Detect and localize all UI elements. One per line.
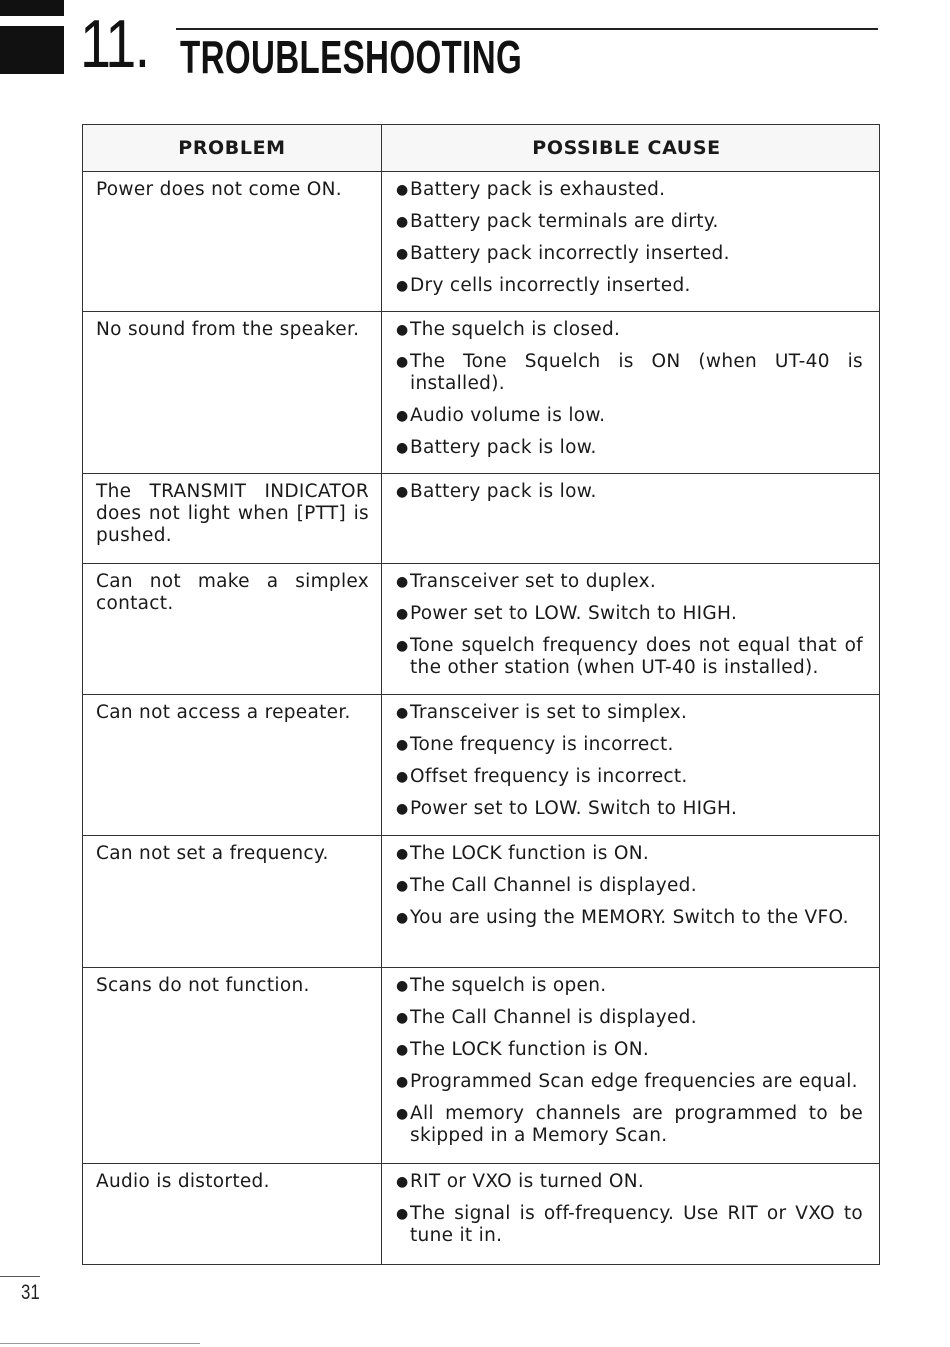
cause-text: The Call Channel is displayed. (410, 875, 697, 896)
cause-cell (382, 968, 879, 1163)
cause-item (396, 1007, 863, 1029)
cause-item (396, 275, 863, 297)
cause-text: The squelch is closed. (410, 319, 621, 340)
table-row (83, 694, 879, 835)
problem-text: Can not access a repeater. (96, 702, 351, 723)
table-row (83, 563, 879, 694)
bullet-icon: ● (396, 910, 409, 926)
cause-item (396, 734, 863, 756)
table-row (83, 171, 879, 311)
cause-item (396, 211, 863, 233)
bullet-icon: ● (396, 574, 409, 590)
problem-cell (83, 564, 382, 694)
problem-text: Scans do not function. (96, 975, 310, 996)
cause-cell (382, 564, 879, 694)
cause-text: Battery pack is low. (410, 481, 597, 502)
cause-item (396, 179, 863, 201)
cause-item (396, 351, 863, 395)
cause-text: The LOCK function is ON. (410, 1039, 650, 1060)
bullet-icon: ● (396, 354, 409, 370)
cause-item (396, 843, 863, 865)
bullet-icon: ● (396, 484, 409, 500)
bullet-icon: ● (396, 846, 409, 862)
table-header-row (83, 125, 879, 171)
problem-text: Audio is distorted. (96, 1171, 270, 1192)
cause-text: The LOCK function is ON. (410, 843, 650, 864)
problem-cell (83, 474, 382, 563)
cause-text: Battery pack incorrectly inserted. (410, 243, 730, 264)
bullet-icon: ● (396, 638, 409, 654)
bullet-icon: ● (396, 705, 409, 721)
page-number: 31 (21, 1281, 40, 1304)
cause-cell (382, 1164, 879, 1264)
cause-text: Transceiver is set to simplex. (410, 702, 688, 723)
problem-text: Can not make a simplex contact. (96, 571, 369, 614)
problem-text: The TRANSMIT INDICATOR does not light when [PTT] is pushed. (96, 481, 369, 546)
cause-text: The Call Channel is displayed. (410, 1007, 697, 1028)
cause-item (396, 319, 863, 341)
cause-item (396, 571, 863, 593)
problem-cell (83, 172, 382, 311)
table-row (83, 967, 879, 1163)
cause-text: All memory channels are programmed to be skipped in a Memory Scan. (410, 1103, 863, 1146)
cause-text: Tone frequency is incorrect. (410, 734, 674, 755)
cause-item (396, 243, 863, 265)
bullet-icon: ● (396, 1106, 409, 1122)
cause-item (396, 1171, 863, 1193)
cause-text: The Tone Squelch is ON (when UT-40 is installed). (410, 351, 863, 394)
bullet-icon: ● (396, 1042, 409, 1058)
problem-cell (83, 1164, 382, 1264)
table-row (83, 835, 879, 967)
cause-text: Tone squelch frequency does not equal that of the other station (when UT-40 is installed). (410, 635, 863, 678)
cause-text: The signal is off-frequency. Use RIT or VXO to tune it in. (410, 1203, 863, 1246)
bullet-icon: ● (396, 278, 409, 294)
title-rule (176, 28, 878, 30)
cause-item (396, 1071, 863, 1093)
section-number: 11. (80, 6, 149, 82)
cause-item (396, 875, 863, 897)
cause-item (396, 1039, 863, 1061)
bullet-icon: ● (396, 769, 409, 785)
bullet-icon: ● (396, 1010, 409, 1026)
problem-text: Power does not come ON. (96, 179, 342, 200)
bullet-icon: ● (396, 1206, 409, 1222)
cause-text: Battery pack is exhausted. (410, 179, 666, 200)
bullet-icon: ● (396, 606, 409, 622)
cause-text: Power set to LOW. Switch to HIGH. (410, 603, 738, 624)
cause-item (396, 635, 863, 679)
bullet-icon: ● (396, 322, 409, 338)
problem-cell (83, 695, 382, 835)
cause-item (396, 798, 863, 820)
cause-item (396, 702, 863, 724)
cause-item (396, 481, 863, 503)
cause-cell (382, 312, 879, 473)
cause-item (396, 1203, 863, 1247)
cause-cell (382, 695, 879, 835)
table-row (83, 311, 879, 473)
cause-item (396, 603, 863, 625)
problem-text: Can not set a frequency. (96, 843, 329, 864)
cause-cell (382, 474, 879, 563)
table-row (83, 1163, 879, 1264)
cause-item (396, 1103, 863, 1147)
cause-item (396, 907, 863, 929)
table-row (83, 473, 879, 563)
bullet-icon: ● (396, 978, 409, 994)
section-title: TROUBLESHOOTING (180, 31, 523, 83)
cause-text: Power set to LOW. Switch to HIGH. (410, 798, 738, 819)
problem-cell (83, 312, 382, 473)
problem-text: No sound from the speaker. (96, 319, 360, 340)
cause-column-header: POSSIBLE CAUSE (532, 137, 721, 159)
page-number-rule (0, 1276, 40, 1277)
bullet-icon: ● (396, 440, 409, 456)
cause-item (396, 437, 863, 459)
cause-text: Transceiver set to duplex. (410, 571, 657, 592)
cause-text: The squelch is open. (410, 975, 607, 996)
table-body (83, 171, 879, 1264)
troubleshooting-table (82, 124, 880, 1265)
bullet-icon: ● (396, 182, 409, 198)
chapter-tab-mark-top (0, 0, 64, 16)
cause-text: Programmed Scan edge frequencies are equal. (410, 1071, 858, 1092)
cause-text: Offset frequency is incorrect. (410, 766, 688, 787)
problem-column-header: PROBLEM (83, 125, 382, 171)
bullet-icon: ● (396, 214, 409, 230)
cause-text: Audio volume is low. (410, 405, 606, 426)
bullet-icon: ● (396, 1174, 409, 1190)
cause-text: You are using the MEMORY. Switch to the VFO. (410, 907, 849, 928)
chapter-tab-mark (0, 26, 64, 74)
bullet-icon: ● (396, 878, 409, 894)
bullet-icon: ● (396, 1074, 409, 1090)
bullet-icon: ● (396, 737, 409, 753)
cause-text: Battery pack terminals are dirty. (410, 211, 719, 232)
problem-cell (83, 968, 382, 1163)
cause-text: Battery pack is low. (410, 437, 597, 458)
cause-item (396, 766, 863, 788)
bullet-icon: ● (396, 801, 409, 817)
cause-text: RIT or VXO is turned ON. (410, 1171, 645, 1192)
bullet-icon: ● (396, 246, 409, 262)
cause-cell (382, 836, 879, 967)
cause-text: Dry cells incorrectly inserted. (410, 275, 691, 296)
problem-cell (83, 836, 382, 967)
cause-item (396, 405, 863, 427)
cause-cell (382, 172, 879, 311)
cause-item (396, 975, 863, 997)
bottom-rule (0, 1343, 200, 1344)
bullet-icon: ● (396, 408, 409, 424)
